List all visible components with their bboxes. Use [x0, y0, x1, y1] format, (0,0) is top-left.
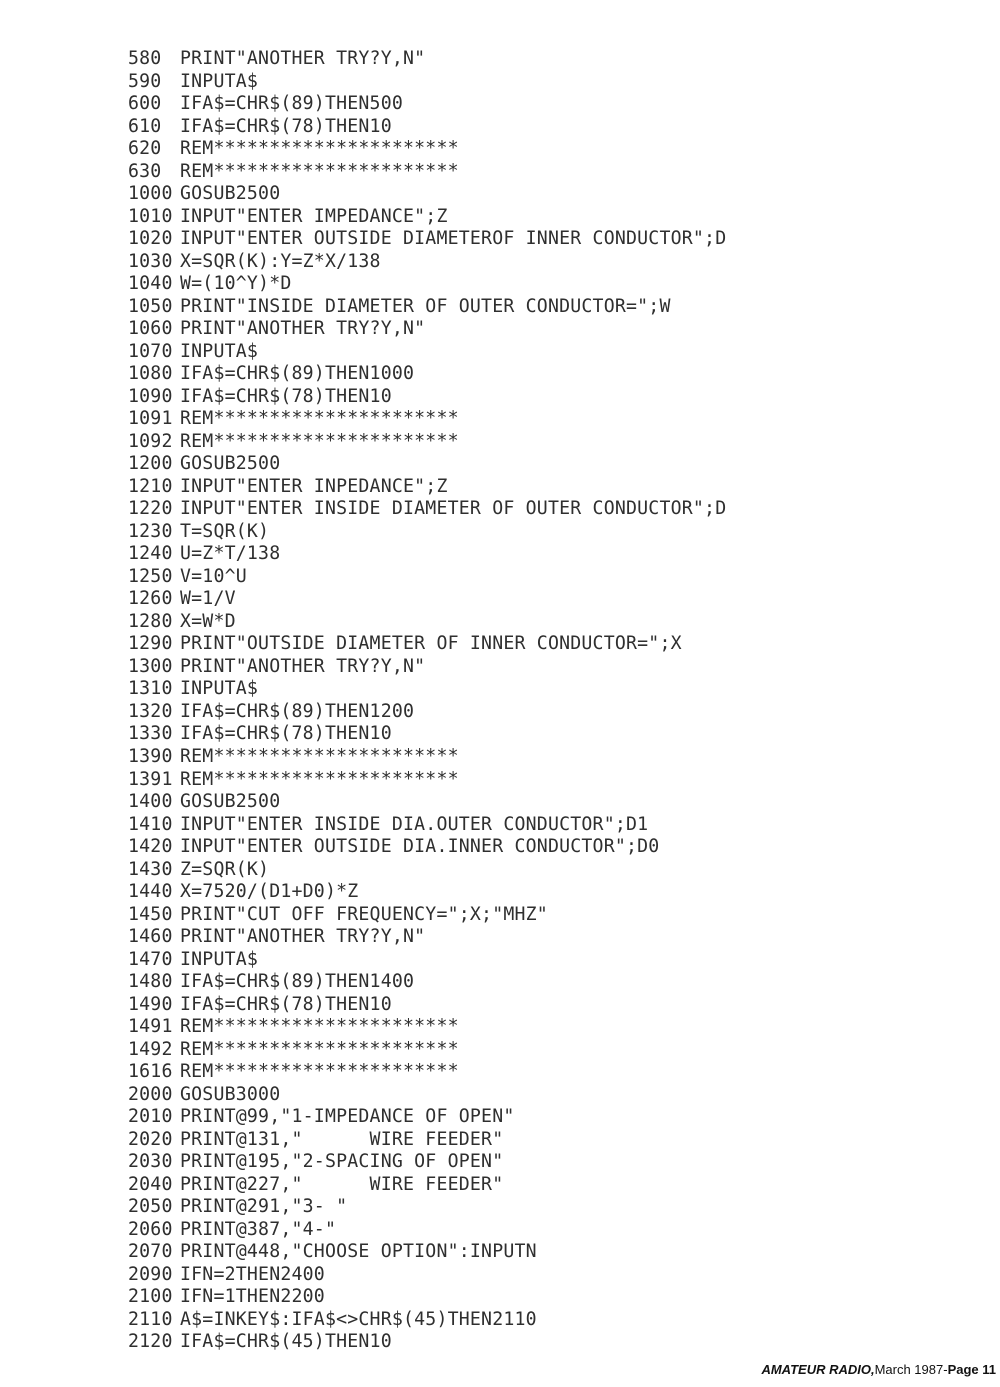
line-number: 580 — [128, 48, 162, 69]
line-number: 1480 — [128, 971, 173, 993]
line-number: 600 — [128, 93, 162, 115]
code-statement: PRINT"INSIDE DIAMETER OF OUTER CONDUCTOR=";W — [180, 295, 671, 317]
line-number: 1200 — [128, 453, 173, 475]
line-number: 1440 — [128, 881, 173, 903]
code-line — [128, 1219, 928, 1242]
line-number: 1060 — [128, 318, 173, 340]
line-number: 2040 — [128, 1173, 173, 1195]
code-line — [128, 656, 928, 679]
code-line — [128, 1016, 928, 1039]
code-statement: IFA$=CHR$(78)THEN10 — [180, 723, 392, 745]
code-statement: INPUTA$ — [180, 948, 259, 970]
code-line — [128, 476, 928, 499]
issue-date: March 1987- — [874, 1362, 948, 1377]
code-statement: GOSUB2500 — [180, 183, 281, 205]
code-line — [128, 1264, 928, 1287]
line-number: 1320 — [128, 700, 173, 722]
code-line — [128, 1331, 928, 1354]
line-number: 1300 — [128, 655, 173, 677]
line-number: 1010 — [128, 205, 173, 227]
code-line — [128, 71, 928, 94]
line-number: 620 — [128, 138, 162, 160]
code-statement: PRINT@387,"4-" — [180, 1218, 337, 1240]
code-statement: IFA$=CHR$(89)THEN1000 — [180, 363, 415, 385]
line-number: 1240 — [128, 543, 173, 565]
code-statement: INPUT"ENTER IMPEDANCE";Z — [180, 205, 448, 227]
line-number: 2010 — [128, 1106, 173, 1128]
code-statement: INPUT"ENTER INPEDANCE";Z — [180, 475, 448, 497]
line-number: 2110 — [128, 1308, 173, 1330]
code-line — [128, 251, 928, 274]
line-number: 2120 — [128, 1331, 173, 1353]
code-line — [128, 1174, 928, 1197]
line-number: 610 — [128, 115, 162, 137]
line-number: 2050 — [128, 1196, 173, 1218]
line-number: 1090 — [128, 385, 173, 407]
line-number: 1280 — [128, 610, 173, 632]
line-number: 1260 — [128, 588, 173, 610]
line-number: 1091 — [128, 408, 173, 430]
code-statement: PRINT"ANOTHER TRY?Y,N" — [180, 48, 426, 69]
line-number: 1491 — [128, 1016, 173, 1038]
code-statement: INPUTA$ — [180, 340, 259, 362]
code-statement: REM********************** — [180, 1061, 459, 1083]
code-statement: IFA$=CHR$(89)THEN1400 — [180, 971, 415, 993]
code-statement: X=SQR(K):Y=Z*X/138 — [180, 250, 381, 272]
code-statement: REM********************** — [180, 768, 459, 790]
line-number: 2090 — [128, 1263, 173, 1285]
code-statement: IFN=2THEN2400 — [180, 1263, 325, 1285]
code-line — [128, 949, 928, 972]
line-number: 2070 — [128, 1241, 173, 1263]
code-line — [128, 1151, 928, 1174]
line-number: 1430 — [128, 858, 173, 880]
code-line — [128, 1039, 928, 1062]
line-number: 1470 — [128, 948, 173, 970]
code-line — [128, 1084, 928, 1107]
code-statement: INPUT"ENTER INSIDE DIA.OUTER CONDUCTOR";D1 — [180, 813, 649, 835]
basic-program-listing — [128, 48, 928, 1354]
line-number: 630 — [128, 160, 162, 182]
code-statement: IFA$=CHR$(78)THEN10 — [180, 115, 392, 137]
code-line — [128, 183, 928, 206]
page-footer — [761, 1362, 996, 1377]
line-number: 1450 — [128, 903, 173, 925]
code-statement: PRINT@195,"2-SPACING OF OPEN" — [180, 1151, 504, 1173]
code-line — [128, 138, 928, 161]
code-statement: INPUTA$ — [180, 70, 259, 92]
code-line — [128, 318, 928, 341]
line-number: 1230 — [128, 520, 173, 542]
code-statement: PRINT"ANOTHER TRY?Y,N" — [180, 926, 426, 948]
line-number: 2060 — [128, 1218, 173, 1240]
code-line — [128, 859, 928, 882]
code-statement: PRINT"ANOTHER TRY?Y,N" — [180, 655, 426, 677]
line-number: 1390 — [128, 745, 173, 767]
line-number: 1030 — [128, 250, 173, 272]
code-statement: IFA$=CHR$(78)THEN10 — [180, 385, 392, 407]
code-statement: Z=SQR(K) — [180, 858, 270, 880]
code-line — [128, 814, 928, 837]
line-number: 1492 — [128, 1038, 173, 1060]
code-line — [128, 746, 928, 769]
line-number: 2100 — [128, 1286, 173, 1308]
code-line — [128, 431, 928, 454]
code-statement: W=(10^Y)*D — [180, 273, 292, 295]
line-number: 1310 — [128, 678, 173, 700]
code-line — [128, 161, 928, 184]
code-line — [128, 93, 928, 116]
code-statement: REM********************** — [180, 1016, 459, 1038]
code-line — [128, 296, 928, 319]
code-line — [128, 971, 928, 994]
code-statement: PRINT@448,"CHOOSE OPTION":INPUTN — [180, 1241, 537, 1263]
code-statement: X=W*D — [180, 610, 236, 632]
line-number: 1210 — [128, 475, 173, 497]
line-number: 1460 — [128, 926, 173, 948]
line-number: 1616 — [128, 1061, 173, 1083]
publication-name: AMATEUR RADIO, — [761, 1362, 875, 1377]
code-line — [128, 521, 928, 544]
line-number: 2030 — [128, 1151, 173, 1173]
line-number: 1000 — [128, 183, 173, 205]
code-line — [128, 341, 928, 364]
code-line — [128, 566, 928, 589]
code-statement: IFA$=CHR$(45)THEN10 — [180, 1331, 392, 1353]
code-line — [128, 228, 928, 251]
line-number: 1220 — [128, 498, 173, 520]
line-number: 1420 — [128, 836, 173, 858]
line-number: 1391 — [128, 768, 173, 790]
code-line — [128, 994, 928, 1017]
code-statement: INPUT"ENTER OUTSIDE DIA.INNER CONDUCTOR";D0 — [180, 836, 660, 858]
code-line — [128, 791, 928, 814]
code-statement: INPUTA$ — [180, 678, 259, 700]
code-statement: W=1/V — [180, 588, 236, 610]
code-line — [128, 723, 928, 746]
code-statement: REM********************** — [180, 1038, 459, 1060]
code-statement: PRINT"OUTSIDE DIAMETER OF INNER CONDUCTOR=";X — [180, 633, 682, 655]
code-statement: PRINT@131," WIRE FEEDER" — [180, 1128, 504, 1150]
code-line — [128, 206, 928, 229]
code-line — [128, 769, 928, 792]
code-statement: REM********************** — [180, 745, 459, 767]
code-statement: IFA$=CHR$(89)THEN500 — [180, 93, 403, 115]
line-number: 2000 — [128, 1083, 173, 1105]
code-line — [128, 543, 928, 566]
line-number: 1092 — [128, 430, 173, 452]
code-line — [128, 498, 928, 521]
code-statement: T=SQR(K) — [180, 520, 270, 542]
code-line — [128, 836, 928, 859]
line-number: 1020 — [128, 228, 173, 250]
code-statement: V=10^U — [180, 565, 247, 587]
code-statement: IFA$=CHR$(89)THEN1200 — [180, 700, 415, 722]
code-statement: PRINT"CUT OFF FREQUENCY=";X;"MHZ" — [180, 903, 548, 925]
code-statement: PRINT@227," WIRE FEEDER" — [180, 1173, 504, 1195]
line-number: 1080 — [128, 363, 173, 385]
line-number: 1290 — [128, 633, 173, 655]
code-line — [128, 363, 928, 386]
code-statement: REM********************** — [180, 408, 459, 430]
code-statement: INPUT"ENTER INSIDE DIAMETER OF OUTER CONDUCTOR";D — [180, 498, 727, 520]
line-number: 2020 — [128, 1128, 173, 1150]
code-line — [128, 453, 928, 476]
line-number: 1070 — [128, 340, 173, 362]
code-line — [128, 1106, 928, 1129]
code-line — [128, 633, 928, 656]
code-statement: IFN=1THEN2200 — [180, 1286, 325, 1308]
code-statement: PRINT@291,"3- " — [180, 1196, 348, 1218]
code-statement: REM********************** — [180, 160, 459, 182]
code-statement: GOSUB2500 — [180, 791, 281, 813]
code-statement: REM********************** — [180, 430, 459, 452]
code-statement: X=7520/(D1+D0)*Z — [180, 881, 359, 903]
code-line — [128, 588, 928, 611]
code-statement: PRINT"ANOTHER TRY?Y,N" — [180, 318, 426, 340]
code-statement: GOSUB2500 — [180, 453, 281, 475]
code-statement: PRINT@99,"1-IMPEDANCE OF OPEN" — [180, 1106, 515, 1128]
code-line — [128, 116, 928, 139]
line-number: 1040 — [128, 273, 173, 295]
code-line — [128, 273, 928, 296]
code-line — [128, 1286, 928, 1309]
code-statement: GOSUB3000 — [180, 1083, 281, 1105]
code-line — [128, 1129, 928, 1152]
code-line — [128, 881, 928, 904]
code-line — [128, 48, 928, 71]
line-number: 1250 — [128, 565, 173, 587]
page-number: Page 11 — [947, 1362, 996, 1377]
code-line — [128, 386, 928, 409]
line-number: 1050 — [128, 295, 173, 317]
code-line — [128, 1196, 928, 1219]
line-number: 1490 — [128, 993, 173, 1015]
code-line — [128, 904, 928, 927]
code-line — [128, 1309, 928, 1332]
line-number: 1410 — [128, 813, 173, 835]
code-line — [128, 701, 928, 724]
code-line — [128, 926, 928, 949]
code-statement: INPUT"ENTER OUTSIDE DIAMETEROF INNER CONDUCTOR";D — [180, 228, 727, 250]
line-number: 590 — [128, 70, 162, 92]
code-statement: A$=INKEY$:IFA$<>CHR$(45)THEN2110 — [180, 1308, 537, 1330]
code-line — [128, 1241, 928, 1264]
line-number: 1330 — [128, 723, 173, 745]
code-line — [128, 678, 928, 701]
line-number: 1400 — [128, 791, 173, 813]
code-statement: REM********************** — [180, 138, 459, 160]
code-line — [128, 611, 928, 634]
code-statement: U=Z*T/138 — [180, 543, 281, 565]
code-line — [128, 408, 928, 431]
code-line — [128, 1061, 928, 1084]
code-statement: IFA$=CHR$(78)THEN10 — [180, 993, 392, 1015]
